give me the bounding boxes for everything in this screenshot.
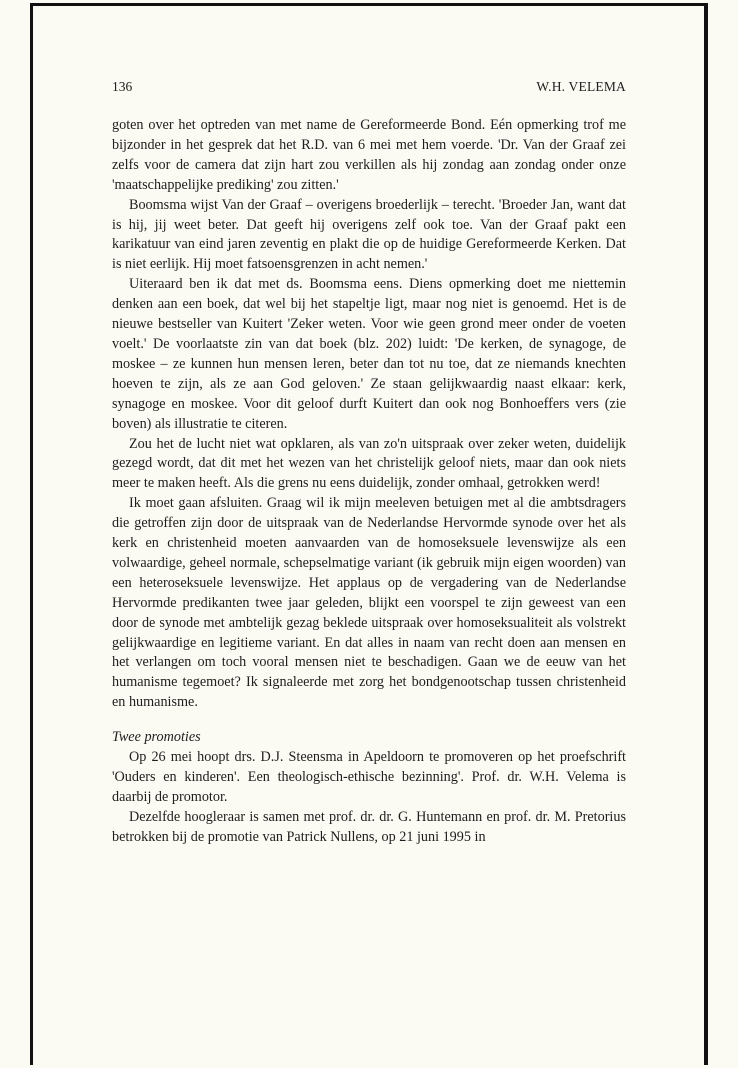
scan-border-left — [30, 3, 33, 1065]
paragraph: Uiteraard ben ik dat met ds. Boomsma eens. Diens opmerking doet me niettemin denken aan een boek, dat wel bij het stapeltje ligt, maar nog niet is genoemd. Het is de nieuwe bestseller van Kuitert 'Zeker weten. Voor wie geen grond meer onder de voeten voelt.' De voorlaatste zin van dat boek (blz. 202) luidt: 'De kerken, de synagoge, de moskee – ze kunnen hun mensen leren, beter dan tot nu toe, dat ze niemands knechten hoeven te zijn, als ze aan God geloven.' Ze staan gelijkwaardig naast elkaar: kerk, synagoge en moskee. Voor dit geloof durft Kuitert dan ook nog Bonhoeffers vers (zie boven) als illustratie te citeren. — [112, 276, 626, 432]
paragraph: Dezelfde hoogleraar is samen met prof. dr. dr. G. Huntemann en prof. dr. M. Pretorius betrokken bij de promotie van Patrick Nullens, op 21 juni 1995 in — [112, 808, 626, 845]
paragraph: Ik moet gaan afsluiten. Graag wil ik mijn meeleven betuigen met al die ambtsdragers die getroffen zijn door de uitspraak van de Nederlandse Hervormde synode over het als kerk en christenheid moeten aanvaarden van de homoseksuele levenswijze als een volwaardige, geheel normale, schepselmatige variant (ik gebruik mijn eigen woorden) van een heteroseksuele levenswijze. Het applaus op de vergadering van de Nederlandse Hervormde predikanten twee jaar geleden, blijkt een voorspel te zijn geweest van een door de synode met ambtelijk gezag beklede uitspraak over homoseksualiteit als volstrekt gelijkwaardige en legitieme variant. En dat alles in naam van recht doen aan mensen en het verlangen om toch vooral mensen niet te beschadigen. Gaan we de eeuw van het humanisme tegemoet? Ik signaleerde met zorg het bondgenootschap tussen christenheid en humanisme. — [112, 495, 626, 711]
paragraph: Zou het de lucht niet wat opklaren, als van zo'n uitspraak over zeker weten, duidelijk gezegd wordt, dat dit met het wezen van het christelijk geloof niets, maar dan ook niets meer te maken heeft. Als die grens nu eens duidelijk, zonder omhaal, getrokken werd! — [112, 435, 626, 492]
page-number: 136 — [112, 79, 133, 94]
paragraph: Op 26 mei hoopt drs. D.J. Steensma in Apeldoorn te promoveren op het proefschrift 'Ouders en kinderen'. Een theologisch-ethische bezinning'. Prof. dr. W.H. Velema is daarbij de promotor. — [112, 749, 626, 805]
scan-border-top — [30, 3, 708, 6]
body-text — [112, 116, 626, 848]
running-head-author: W.H. VELEMA — [536, 79, 626, 94]
section-heading: Twee promoties — [112, 729, 201, 746]
paragraph: Boomsma wijst Van der Graaf – overigens broederlijk – terecht. 'Broeder Jan, want dat is hij, jij weet beter. Dat geeft hij overigens zelf ook toe. Van der Graaf pakt een karikatuur van eind jaren zeventig en plakt die op de huidige Gereformeerde Kerken. Dat is niet eerlijk. Hij moet fatsoensgrenzen in acht nemen.' — [112, 196, 626, 273]
scan-border-right — [704, 3, 708, 1065]
paragraph: goten over het optreden van met name de Gereformeerde Bond. Eén opmerking trof me bijzonder in het gesprek dat het R.D. van 6 mei met hem voerde. 'Dr. Van der Graaf zei zelfs voor de camera dat zijn hart zou verkillen als hij zondag aan zondag onder onze 'maatschappelijke prediking' zou zitten.' — [112, 117, 626, 193]
